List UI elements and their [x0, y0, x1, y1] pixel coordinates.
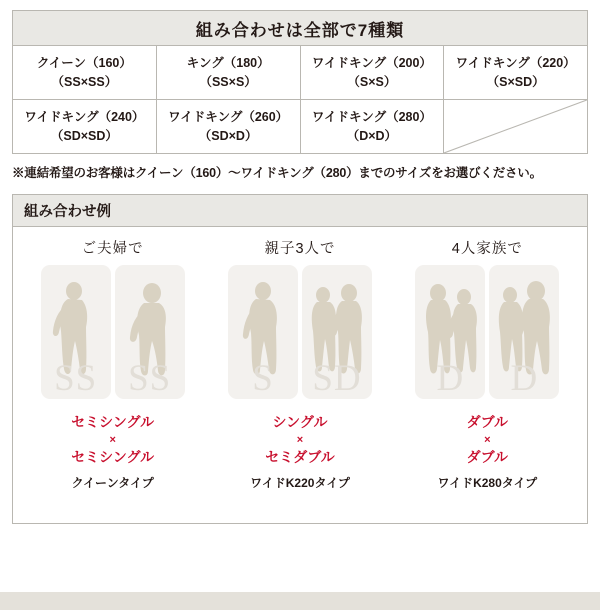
- cell-line1: クイーン（160）: [36, 56, 132, 71]
- caption-bottom: セミシングル: [71, 449, 155, 466]
- caption-top: ダブル: [466, 414, 509, 430]
- bed-size-letter: SD: [312, 358, 362, 399]
- bottom-bar: [0, 592, 600, 610]
- caption-top: シングル: [272, 414, 328, 430]
- bed-group: [415, 265, 559, 399]
- examples-section: [12, 194, 588, 524]
- example-title: ご夫婦で: [81, 241, 144, 257]
- example-family3: [206, 237, 393, 491]
- cell-line2: （SS×SS）: [51, 74, 118, 89]
- bed-left: [415, 265, 485, 399]
- cell-line1: ワイドキング（260）: [168, 110, 289, 125]
- bed-size-letter: D: [436, 358, 465, 399]
- table-cell-king180: [156, 46, 300, 100]
- cell-line1: キング（180）: [186, 56, 270, 71]
- caption-top: セミシングル: [71, 414, 155, 430]
- table-cell-wideking240: [13, 100, 157, 154]
- bed-right: [489, 265, 559, 399]
- cell-line1: ワイドキング（240）: [24, 110, 145, 125]
- example-type: ワイドK280タイプ: [437, 476, 538, 491]
- example-caption: [467, 413, 508, 467]
- bed-size-letter: D: [510, 358, 539, 399]
- cell-line2: （SS×S）: [199, 74, 257, 89]
- bed-size-letter: SS: [128, 358, 172, 399]
- table-cell-queen160: [13, 46, 157, 100]
- bed-right: [302, 265, 372, 399]
- bed-left: [41, 265, 111, 399]
- caption-x: ×: [109, 433, 116, 446]
- cell-line1: ワイドキング（220）: [455, 56, 576, 71]
- bed-group: [228, 265, 372, 399]
- table-cell-wideking220: [444, 46, 588, 100]
- table-cell-empty: [444, 100, 588, 154]
- bed-right: [115, 265, 185, 399]
- table-cell-wideking280: [300, 100, 444, 154]
- example-caption: [265, 413, 334, 467]
- example-type: クイーンタイプ: [71, 476, 154, 491]
- caption-x: ×: [296, 433, 304, 446]
- example-family4: [394, 237, 581, 491]
- cell-line2: （S×S）: [347, 74, 397, 89]
- example-title: 親子3人で: [264, 241, 336, 257]
- examples-body: [13, 227, 587, 491]
- example-type: ワイドK220タイプ: [250, 476, 350, 491]
- page-root: [0, 10, 600, 610]
- bed-left: [228, 265, 298, 399]
- caption-bottom: セミダブル: [265, 449, 335, 466]
- cell-line2: （SD×D）: [198, 128, 258, 143]
- cell-line1: ワイドキング（280）: [311, 110, 432, 125]
- cell-line1: ワイドキング（200）: [311, 56, 432, 71]
- combination-table: [12, 46, 588, 154]
- examples-header: 組み合わせ例: [13, 195, 587, 227]
- diagonal-slash-icon: [444, 100, 587, 153]
- example-caption: [71, 413, 154, 467]
- caption-x: ×: [484, 433, 491, 446]
- bed-size-letter: SS: [54, 358, 98, 399]
- table-row: [13, 100, 588, 154]
- cell-line2: （D×D）: [346, 128, 398, 143]
- table-cell-wideking260: [156, 100, 300, 154]
- table-title: 組み合わせは全部で7種類: [12, 10, 588, 46]
- table-cell-widekking200: [300, 46, 444, 100]
- table-note: ※連結希望のお客様はクイーン（160）〜ワイドキング（280）までのサイズをお選びください。: [12, 166, 542, 180]
- example-couple: [19, 237, 206, 491]
- cell-line2: （SD×SD）: [50, 128, 118, 143]
- table-row: [13, 46, 588, 100]
- example-title: 4人家族で: [451, 241, 523, 257]
- bed-size-letter: S: [252, 358, 274, 399]
- bed-group: [41, 265, 185, 399]
- cell-line2: （S×SD）: [486, 74, 545, 89]
- caption-bottom: ダブル: [466, 449, 509, 466]
